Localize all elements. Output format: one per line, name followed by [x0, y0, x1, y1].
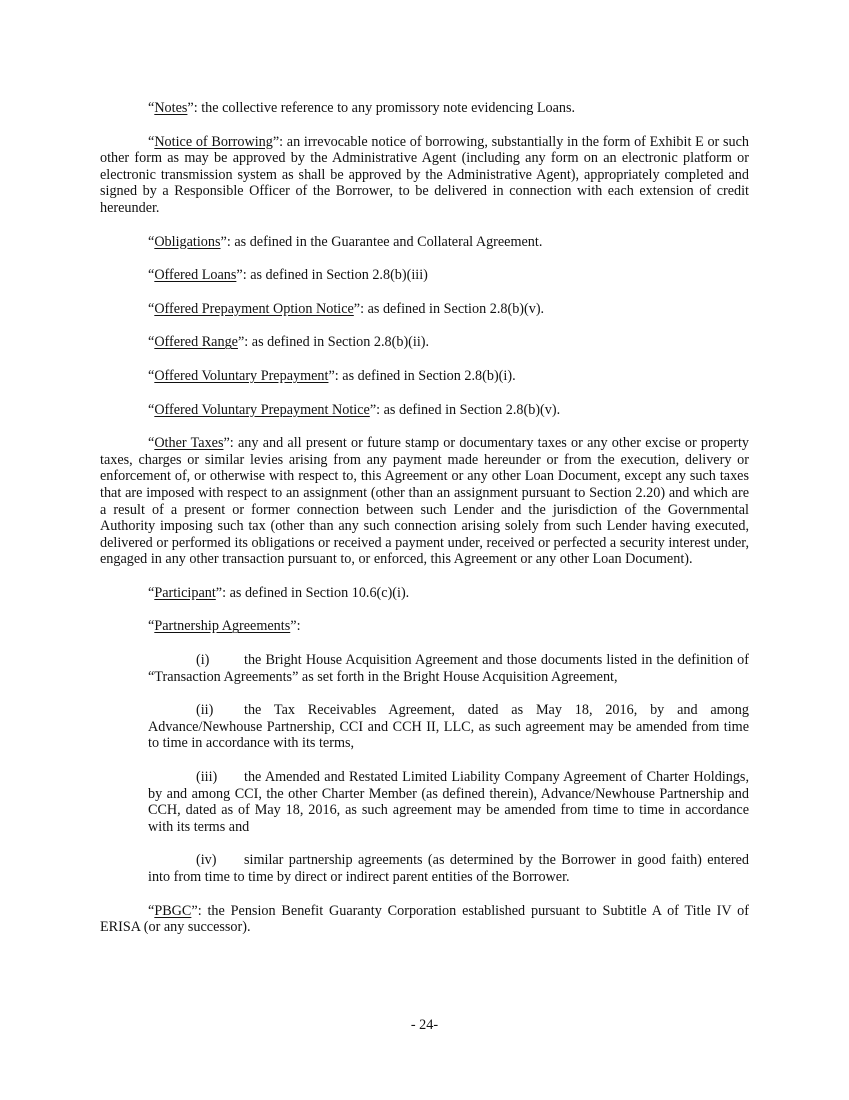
definition-offered-prepayment-option-notice: “Offered Prepayment Option Notice”: as defined in Section 2.8(b)(v).	[148, 300, 545, 317]
defined-term: Other Taxes	[154, 435, 224, 452]
definition-offered-loans: “Offered Loans”: as defined in Section 2.8(b)(iii)	[148, 267, 428, 284]
definition-pbgc: “PBGC”: the Pension Benefit Guaranty Corporation established pursuant to Subtitle A of Title IV of ERISA (or any successor).	[100, 902, 749, 936]
definition-offered-voluntary-prepayment: “Offered Voluntary Prepayment”: as defined in Section 2.8(b)(i).	[148, 367, 516, 384]
defined-term: Offered Range	[154, 334, 238, 351]
defined-term: Offered Voluntary Prepayment	[154, 367, 329, 384]
partnership-item-i	[148, 652, 749, 685]
partnership-item-iv	[148, 852, 749, 885]
defined-term: Notice of Borrowing	[154, 133, 273, 150]
defined-term: Offered Voluntary Prepayment Notice	[154, 401, 370, 418]
definition-participant: “Participant”: as defined in Section 10.6(c)(i).	[148, 584, 410, 601]
item-number: (ii)	[196, 702, 214, 719]
partnership-item-ii	[148, 702, 749, 752]
definition-text: : the Pension Benefit Guaranty Corporation established pursuant to Subtitle A of Title IV of ERISA (or any successor).	[100, 902, 749, 936]
defined-term: Offered Prepayment Option Notice	[154, 300, 354, 317]
definition-text: : as defined in Section 2.8(b)(i).	[334, 367, 516, 384]
definition-text: : the collective reference to any promissory note evidencing Loans.	[193, 100, 576, 116]
defined-term: Offered Loans	[154, 267, 237, 284]
definition-text: : an irrevocable notice of borrowing, substantially in the form of Exhibit E or such other form as may be approved by the Administrative Agent (including any form on an electronic platform or electronic transmission system as shall be approved by the Administrative Agent), appropriately completed and signed by a Responsible Officer of the Borrower, to be delivered in connection with each extension of credit hereunder.	[100, 133, 749, 216]
defined-term: Partnership Agreements	[154, 618, 291, 635]
definition-partnership-agreements: “Partnership Agreements”:	[148, 618, 301, 635]
item-number: (i)	[196, 652, 210, 669]
definition-text: : as defined in Section 2.8(b)(iii)	[242, 267, 428, 284]
document-page	[100, 100, 749, 953]
defined-term: Notes	[154, 100, 188, 116]
item-text: the Bright House Acquisition Agreement and those documents listed in the definition of “Transaction Agreements” as set forth in the Bright House Acquisition Agreement,	[148, 652, 749, 685]
partnership-item-iii	[148, 769, 749, 835]
definition-offered-voluntary-prepayment-notice: “Offered Voluntary Prepayment Notice”: as defined in Section 2.8(b)(v).	[148, 401, 561, 418]
definition-text: : as defined in Section 2.8(b)(ii).	[244, 334, 430, 351]
defined-term: Obligations	[154, 233, 221, 250]
definition-obligations: “Obligations”: as defined in the Guarantee and Collateral Agreement.	[148, 233, 543, 250]
definition-notes: “Notes”: the collective reference to any promissory note evidencing Loans.	[148, 100, 576, 116]
item-text: the Tax Receivables Agreement, dated as May 18, 2016, by and among Advance/Newhouse Partnership, CCI and CCH II, LLC, as such agreement may be amended from time to time in accordance with its terms,	[148, 702, 749, 752]
definition-notice-of-borrowing: “Notice of Borrowing”: an irrevocable notice of borrowing, substantially in the form of Exhibit E or such other form as may be approved by the Administrative Agent (including any form on an electronic platform or electronic transmission system as shall be approved by the Administrative Agent), appropriately completed and signed by a Responsible Officer of the Borrower, to be delivered in connection with each extension of credit hereunder.	[100, 133, 749, 216]
defined-term: Participant	[154, 584, 216, 601]
item-text: the Amended and Restated Limited Liability Company Agreement of Charter Holdings, by and among CCI, the other Charter Member (as defined therein), Advance/Newhouse Partnership and CCH, dated as of May 18, 2016, as such agreement may be amended from time to time in accordance with its terms and	[148, 769, 749, 835]
definition-text: : as defined in Section 2.8(b)(v).	[360, 300, 545, 317]
definition-text: : as defined in Section 10.6(c)(i).	[222, 584, 410, 601]
definition-offered-range: “Offered Range”: as defined in Section 2.8(b)(ii).	[148, 334, 430, 351]
definition-text: : any and all present or future stamp or documentary taxes or any other excise or property taxes, charges or similar levies arising from any payment made hereunder or from the execution, delivery or enforcement of, or otherwise with respect to, this Agreement or any other Loan Document, except any such taxes that are imposed with respect to an assignment (other than an assignment pursuant to Section 2.20) and which are a result of a present or former connection between such Lender and the jurisdiction of the Governmental Authority imposing such tax (other than any such connection arising solely from such Lender having executed, delivered or performed its obligations or received a payment under, received or perfected a security interest under, engaged in any other transaction pursuant to, or enforced, this Agreement or any other Loan Document).	[100, 435, 749, 568]
item-number: (iii)	[196, 769, 218, 786]
item-number: (iv)	[196, 852, 217, 869]
definition-other-taxes: “Other Taxes”: any and all present or future stamp or documentary taxes or any other excise or property taxes, charges or similar levies arising from any payment made hereunder or from the execution, delivery or enforcement of, or otherwise with respect to, this Agreement or any other Loan Document, except any such taxes that are imposed with respect to an assignment (other than an assignment pursuant to Section 2.20) and which are a result of a present or former connection between such Lender and the jurisdiction of the Governmental Authority imposing such tax (other than any such connection arising solely from such Lender having executed, delivered or performed its obligations or received a payment under, received or perfected a security interest under, engaged in any other transaction pursuant to, or enforced, this Agreement or any other Loan Document).	[100, 435, 749, 568]
page-number: - 24-	[410, 1017, 439, 1033]
definition-text: : as defined in Section 2.8(b)(v).	[376, 401, 561, 418]
defined-term: PBGC	[154, 902, 192, 919]
item-text: similar partnership agreements (as determined by the Borrower in good faith) entered into from time to time by direct or indirect parent entities of the Borrower.	[148, 852, 749, 885]
definition-text: :	[296, 618, 301, 635]
definition-text: : as defined in the Guarantee and Collateral Agreement.	[226, 233, 543, 250]
